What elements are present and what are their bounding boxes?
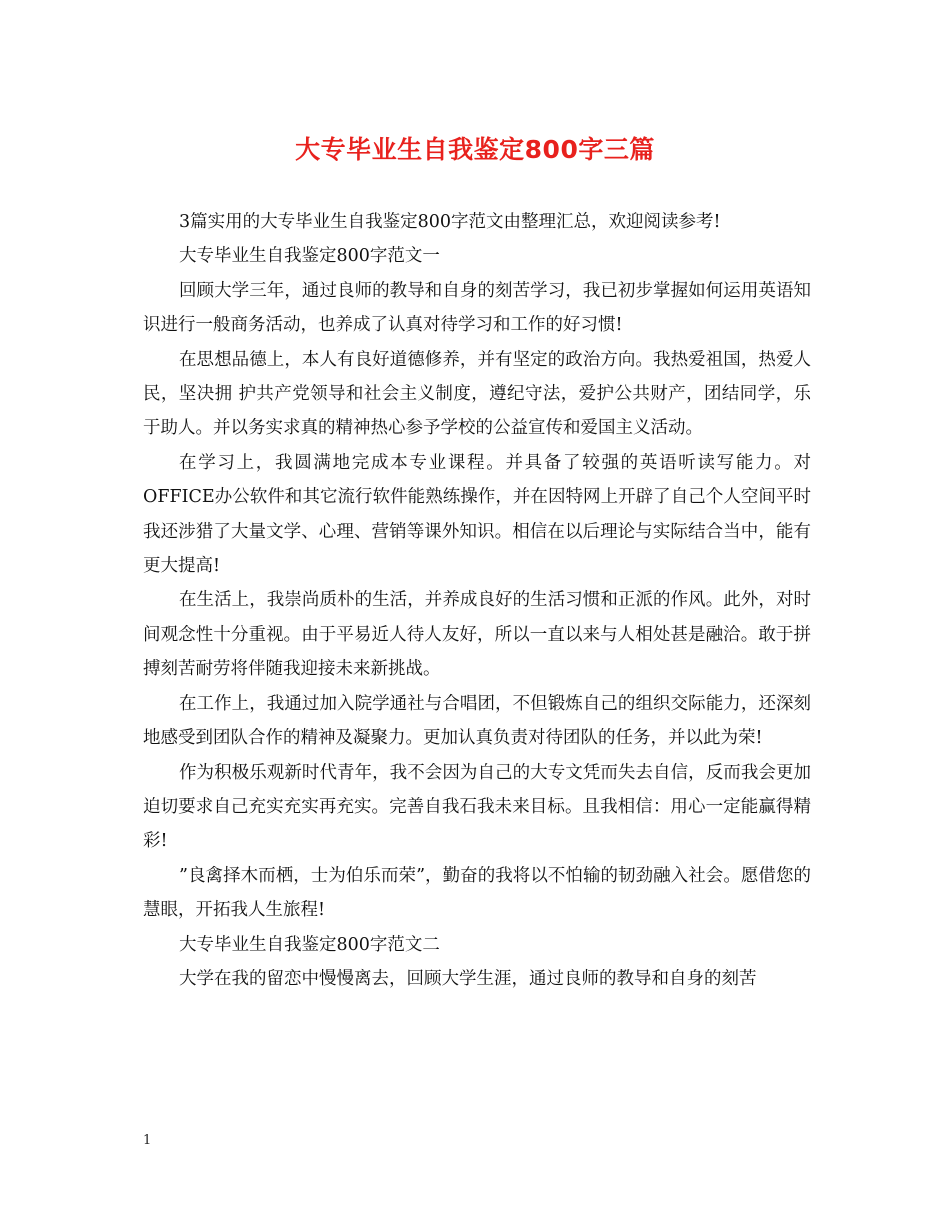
section-heading: 大专毕业生自我鉴定800字范文一 — [179, 246, 440, 267]
paragraph: 在工作上，我通过加入院学通社与合唱团，不但锻炼自己的组织交际能力，还深刻地感受到团队合作的精神及凝聚力。更加认真负责对待团队的任务，并以此为荣! — [143, 693, 811, 749]
paragraph: ”良禽择木而栖，士为伯乐而荣”，勤奋的我将以不怕输的韧劲融入社会。愿借您的慧眼，开拓我人生旅程! — [143, 865, 811, 921]
paragraph: 在学习上，我圆满地完成本专业课程。并具备了较强的英语听读写能力。对OFFICE办公软件和其它流行软件能熟练操作，并在因特网上开辟了自己个人空间平时我还涉猎了大量文学、心理、营销等课外知识。相信在以后理论与实际结合当中，能有更大提高! — [143, 452, 811, 577]
paragraph: 回顾大学三年，通过良师的教导和自身的刻苦学习，我已初步掌握如何运用英语知识进行一般商务活动，也养成了认真对待学习和工作的好习惯! — [143, 280, 811, 336]
paragraph: 3篇实用的大专毕业生自我鉴定800字范文由整理汇总，欢迎阅读参考! — [179, 212, 721, 232]
paragraph: 在思想品德上，本人有良好道德修养，并有坚定的政治方向。我热爱祖国，热爱人民，坚决拥 护共产党领导和社会主义制度，遵纪守法，爱护公共财产，团结同学，乐于助人。并以务实求真的精神热心参予学校的公益宣传和爱国主义活动。 — [143, 349, 811, 439]
document-title: 大专毕业生自我鉴定800字三篇 — [295, 135, 655, 164]
paragraph: 大学在我的留恋中慢慢离去，回顾大学生涯，通过良师的教导和自身的刻苦 — [179, 968, 757, 989]
paragraph: 在生活上，我崇尚质朴的生活，并养成良好的生活习惯和正派的作风。此外，对时间观念性十分重视。由于平易近人待人友好，所以一直以来与人相处甚是融洽。敢于拼搏刻苦耐劳将伴随我迎接未来新挑战。 — [143, 590, 811, 680]
section-heading: 大专毕业生自我鉴定800字范文二 — [179, 934, 440, 955]
page-number: 1 — [143, 1133, 152, 1148]
document-body — [143, 205, 811, 996]
paragraph: 作为积极乐观新时代青年，我不会因为自己的大专文凭而失去自信，反而我会更加迫切要求自己充实充实再充实。完善自我石我未来目标。且我相信：用心一定能赢得精彩! — [143, 762, 811, 852]
